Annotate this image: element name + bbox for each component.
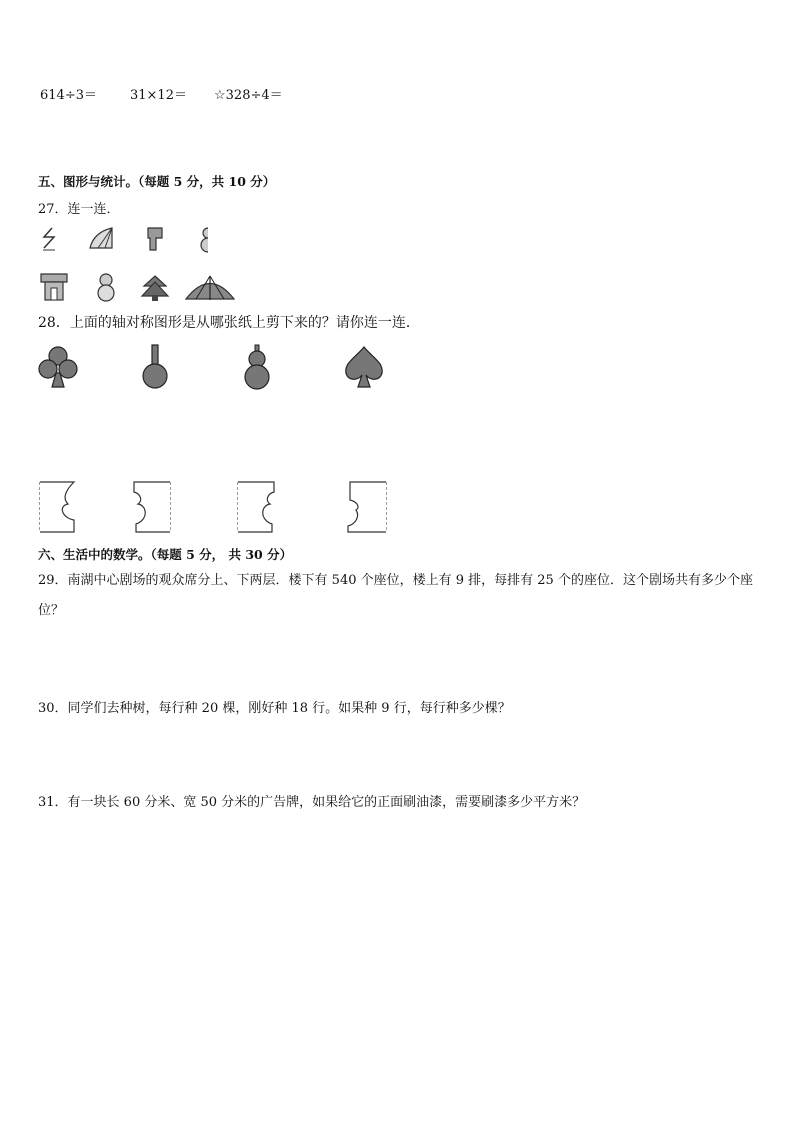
flask-shape-icon [140,343,170,391]
section-5-title: 五、图形与统计。（每题 5 分，共 10 分） [38,174,276,189]
folded-paper-a-icon [38,480,78,534]
folded-paper-b-icon [132,480,172,534]
equation-1: 614÷3＝ [40,88,97,103]
question-31: 31．有一块长 60 分米、宽 50 分米的广告牌，如果给它的正面刷油漆，需要刷漆多少平方米？ [38,795,586,810]
half-umbrella-icon [88,226,116,250]
section-6-title: 六、生活中的数学。（每题 5 分， 共 30 分） [38,547,293,562]
pine-tree-icon [140,274,170,302]
half-house-icon [146,226,164,252]
club-shape-icon [38,345,78,389]
question-28: 28．上面的轴对称图形是从哪张纸上剪下来的？请你连一连． [38,315,420,331]
equation-3: ☆328÷4＝ [214,88,283,103]
half-zigzag-icon [40,226,60,252]
question-27: 27．连一连． [38,202,120,217]
gourd-snowman-icon [94,272,118,302]
folded-paper-d-icon [346,480,388,534]
gourd-shape-icon [242,343,272,391]
equation-2: 31×12＝ [130,88,187,103]
umbrella-icon [184,274,236,302]
half-gourd-icon [196,226,210,254]
spade-shape-icon [342,345,386,389]
question-30: 30．同学们去种树，每行种 20 棵，刚好种 18 行。如果种 9 行，每行种多少棵？ [38,701,511,716]
folded-paper-c-icon [236,480,276,534]
question-29: 29．南湖中心剧场的观众席分上、下两层．楼下有 540 个座位，楼上有 9 排，每排有 25 个的座位．这个剧场共有多少个座位？ [38,573,753,618]
house-icon [38,272,70,302]
